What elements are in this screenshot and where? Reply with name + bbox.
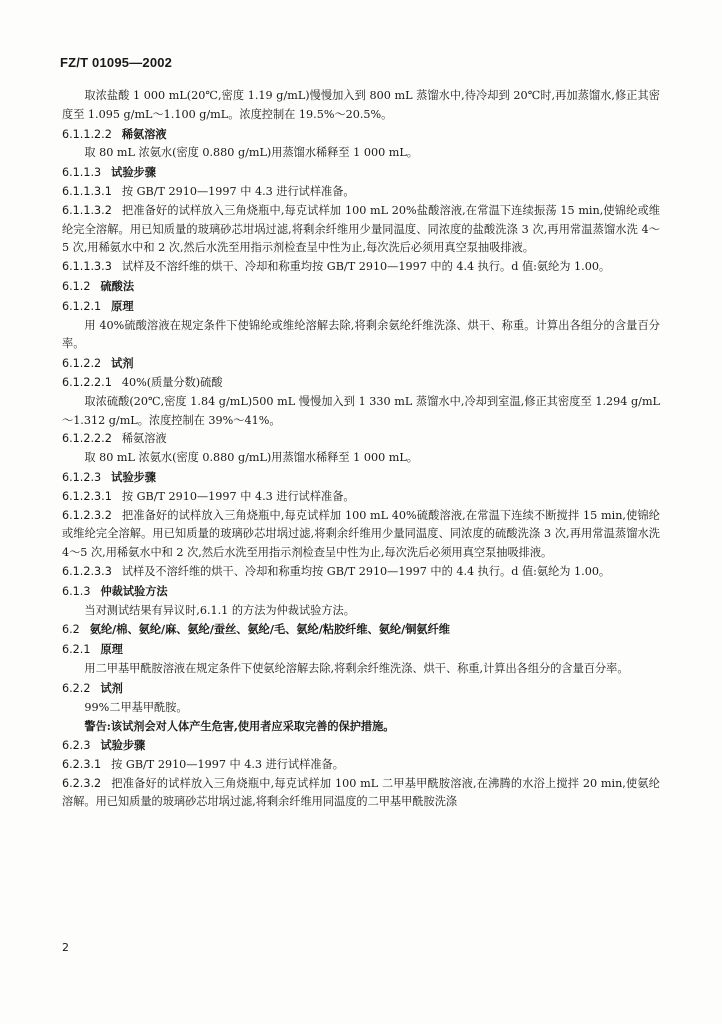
- clause-text: 试剂: [100, 680, 123, 695]
- numbered-clause: [62, 775, 660, 813]
- paragraph: 当对测试结果有异议时,6.1.1 的方法为仲裁试验方法。: [84, 603, 355, 617]
- paragraph: 99%二甲基甲酰胺。: [84, 700, 188, 714]
- clause-number: 6.2.3.2: [62, 776, 102, 790]
- paragraph: 取 80 mL 浓氨水(密度 0.880 g/mL)用蒸馏水稀释至 1 000 mL。: [84, 146, 418, 160]
- warning-note: 警告:该试剂会对人体产生危害,使用者应采取完善的保护措施。: [84, 719, 395, 734]
- clause-number: 6.1.2.2.2: [62, 432, 112, 446]
- clause-number: 6.1.1.3.1: [62, 184, 112, 198]
- paragraph: 取浓硫酸(20℃,密度 1.84 g/mL)500 mL 慢慢加入到 1 330 mL 蒸馏水中,冷却到室温,修正其密度至 1.294 g/mL～1.312 g/mL。浓度控制在 39%～41%。: [62, 394, 660, 427]
- section-heading: [62, 679, 660, 699]
- section-heading: [62, 183, 660, 202]
- document-body: [62, 87, 660, 812]
- clause-text: 稀氨溶液: [121, 126, 167, 141]
- clause-number: 6.1.2: [62, 279, 91, 293]
- section-heading: [62, 163, 660, 183]
- clause-text: 把准备好的试样放入三角烧瓶中,每克试样加 100 mL 40%硫酸溶液,在常温下连续不断搅拌 15 min,使锦纶或维纶完全溶解。用已知质量的玻璃砂芯坩埚过滤,将剩余纤维用少量同温度、同浓度的硫酸洗涤 3 次,再用常温蒸馏水洗 4～5 次,用稀氨水中和 2 次,然后水洗至用指示剂检查呈中性为止,每次洗后必须用真空泵抽吸排液。: [62, 508, 660, 560]
- clause-text: 仲裁试验方法: [100, 583, 168, 598]
- clause-text: 按 GB/T 2910—1997 中 4.3 进行试样准备。: [121, 184, 355, 198]
- section-heading: [62, 640, 660, 660]
- clause-text: 按 GB/T 2910—1997 中 4.3 进行试样准备。: [111, 757, 344, 771]
- clause-number: 6.2.1: [62, 643, 91, 657]
- clause-number: 6.1.1.3: [62, 166, 102, 180]
- numbered-clause: [62, 507, 660, 563]
- clause-text: 硫酸法: [100, 278, 135, 293]
- paragraph: 取浓盐酸 1 000 mL(20℃,密度 1.19 g/mL)慢慢加入到 800 mL 蒸馏水中,待冷却到 20℃时,再加蒸馏水,修正其密度至 1.095 g/mL～1.100 g/mL。浓度控制在 19.5%～20.5%。: [62, 89, 660, 121]
- section-heading: [62, 468, 660, 488]
- standard-code-header: FZ/T 01095—2002: [60, 55, 173, 70]
- numbered-clause: [62, 202, 660, 258]
- clause-number: 6.1.1.3.3: [62, 260, 112, 274]
- section-heading: [62, 756, 660, 775]
- paragraph: 用 40%硫酸溶液在规定条件下使锦纶或维纶溶解去除,将剩余氨纶纤维洗涤、烘干、称重。计算出各组分的含量百分率。: [62, 318, 660, 351]
- clause-number: 6.2.3: [62, 739, 91, 753]
- clause-text: 试样及不溶纤维的烘干、冷却和称重均按 GB/T 2910—1997 中的 4.4 执行。d 值:氨纶为 1.00。: [121, 564, 611, 578]
- clause-number: 6.1.1.2.2: [62, 127, 112, 141]
- clause-number: 6.1.2.1: [62, 299, 102, 313]
- clause-text: 试验步骤: [100, 738, 146, 753]
- clause-text: 试验步骤: [111, 165, 156, 180]
- clause-text: 原理: [111, 298, 134, 313]
- clause-number: 6.2: [62, 623, 80, 637]
- paragraph: 用二甲基甲酰胺溶液在规定条件下使氨纶溶解去除,将剩余纤维洗涤、烘干、称重,计算出各组分的含量百分率。: [84, 661, 629, 675]
- clause-number: 6.2.3.1: [62, 757, 102, 771]
- clause-text: 40%(质量分数)硫酸: [121, 375, 223, 389]
- clause-text: 稀氨溶液: [121, 432, 167, 446]
- clause-number: 6.2.2: [62, 681, 91, 695]
- clause-text: 试剂: [111, 356, 134, 371]
- section-heading: [62, 488, 660, 507]
- clause-text: 原理: [100, 642, 123, 657]
- clause-number: 6.1.2.3: [62, 470, 102, 484]
- clause-number: 6.1.2.3.1: [62, 489, 112, 503]
- page-number: 2: [62, 941, 69, 954]
- clause-text: 把准备好的试样放入三角烧瓶中,每克试样加 100 mL 20%盐酸溶液,在常温下连续振荡 15 min,使锦纶或维纶完全溶解。用已知质量的玻璃砂芯坩埚过滤,将剩余纤维用少量同温度、同浓度的盐酸洗涤 3 次,再用常温蒸馏水洗 4～5 次,用稀氨水中和 2 次,然后水洗至用指示剂检查呈中性为止,每次洗后必须用真空泵抽吸排液。: [62, 203, 660, 255]
- clause-number: 6.1.2.3.3: [62, 564, 112, 578]
- section-heading: [62, 582, 660, 602]
- clause-number: 6.1.2.2.1: [62, 375, 112, 389]
- section-heading: [62, 354, 660, 374]
- clause-text: 按 GB/T 2910—1997 中 4.3 进行试样准备。: [121, 489, 355, 503]
- clause-text: 把准备好的试样放入三角烧瓶中,每克试样加 100 mL 二甲基甲酰胺溶液,在沸腾的水浴上搅拌 20 min,使氨纶溶解。用已知质量的玻璃砂芯坩埚过滤,将剩余纤维用同温度的二甲基甲酰胺洗涤: [62, 776, 660, 809]
- section-heading: [62, 374, 660, 393]
- section-heading: [62, 430, 660, 449]
- section-heading: [62, 620, 660, 640]
- clause-text: 氨纶/棉、氨纶/麻、氨纶/蚕丝、氨纶/毛、氨纶/粘胶纤维、氨纶/铜氨纤维: [89, 622, 450, 637]
- clause-number: 6.1.2.2: [62, 357, 102, 371]
- clause-number: 6.1.3: [62, 584, 91, 598]
- clause-number: 6.1.1.3.2: [62, 203, 112, 217]
- clause-number: 6.1.2.3.2: [62, 508, 112, 522]
- numbered-clause: [62, 258, 660, 277]
- clause-text: 试样及不溶纤维的烘干、冷却和称重均按 GB/T 2910—1997 中的 4.4 执行。d 值:氨纶为 1.00。: [121, 260, 611, 274]
- clause-text: 试验步骤: [111, 469, 156, 484]
- paragraph: 取 80 mL 浓氨水(密度 0.880 g/mL)用蒸馏水稀释至 1 000 mL。: [84, 451, 418, 465]
- numbered-clause: [62, 563, 660, 582]
- section-heading: [62, 297, 660, 317]
- section-heading: [62, 277, 660, 297]
- section-heading: [62, 125, 660, 145]
- section-heading: [62, 736, 660, 756]
